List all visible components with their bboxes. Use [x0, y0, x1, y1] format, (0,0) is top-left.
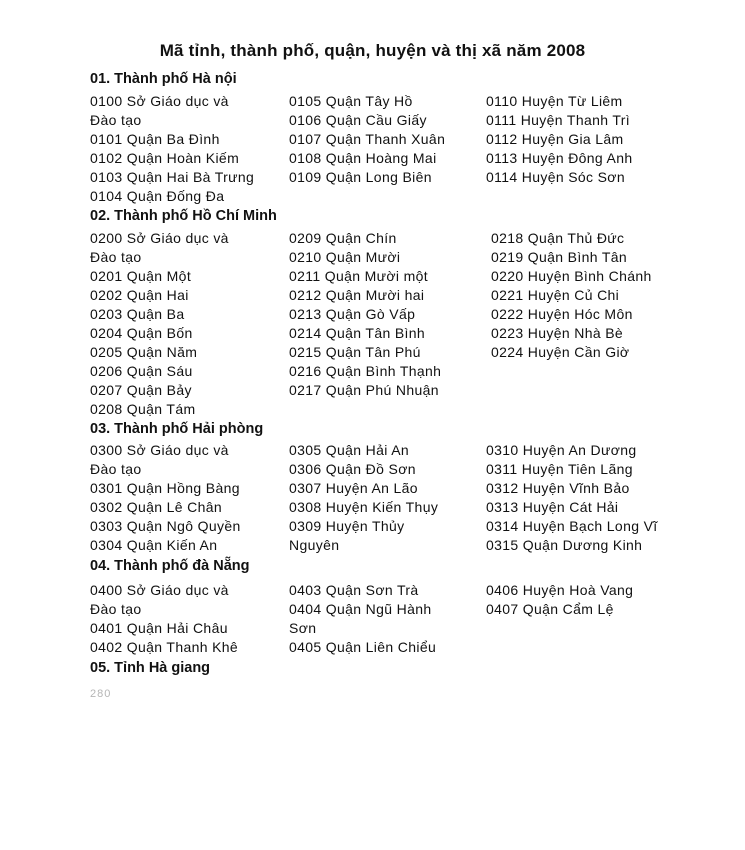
list-item: 0103 Quận Hai Bà Trưng — [90, 169, 255, 185]
section-heading-hcm: 02. Thành phố Hồ Chí Minh — [90, 208, 277, 224]
list-item: 0209 Quận Chín — [289, 230, 397, 246]
list-item: 0314 Huyện Bạch Long Vĩ — [486, 518, 658, 534]
list-item: 0104 Quận Đống Đa — [90, 188, 225, 204]
list-item: 0224 Huyện Cần Giờ — [491, 344, 630, 360]
list-item: Đào tạo — [90, 112, 142, 128]
list-item: 0200 Sở Giáo dục và — [90, 230, 229, 246]
list-item: 0310 Huyện An Dương — [486, 442, 637, 458]
list-item: 0301 Quận Hồng Bàng — [90, 480, 240, 496]
list-item: Sơn — [289, 620, 317, 636]
list-item: Đào tạo — [90, 461, 142, 477]
list-item: 0101 Quận Ba Đình — [90, 131, 220, 147]
list-item: 0222 Huyện Hóc Môn — [491, 306, 633, 322]
list-item: 0100 Sở Giáo dục và — [90, 93, 229, 109]
list-item: 0216 Quận Bình Thạnh — [289, 363, 442, 379]
list-item: 0403 Quận Sơn Trà — [289, 582, 419, 598]
list-item: 0300 Sở Giáo dục và — [90, 442, 229, 458]
list-item: 0302 Quận Lê Chân — [90, 499, 223, 515]
section-haiphong-column-3 — [486, 441, 658, 555]
list-item: 0215 Quận Tân Phú — [289, 344, 421, 360]
list-item: 0218 Quận Thủ Đức — [491, 230, 625, 246]
list-item: 0203 Quận Ba — [90, 306, 185, 322]
list-item: 0204 Quận Bốn — [90, 325, 193, 341]
list-item: 0113 Huyện Đông Anh — [486, 150, 633, 166]
list-item: 0223 Huyện Nhà Bè — [491, 325, 624, 341]
list-item: 0212 Quận Mười hai — [289, 287, 425, 303]
list-item: 0304 Quận Kiến An — [90, 537, 218, 553]
section-haiphong-column-1 — [90, 441, 241, 555]
list-item: Nguyên — [289, 537, 340, 553]
section-danang-column-1 — [90, 581, 238, 657]
list-item: 0309 Huyện Thủy — [289, 518, 405, 534]
list-item: Đào tạo — [90, 249, 142, 265]
list-item: 0114 Huyện Sóc Sơn — [486, 169, 625, 185]
list-item: 0217 Quận Phú Nhuận — [289, 382, 439, 398]
list-item: 0306 Quận Đồ Sơn — [289, 461, 416, 477]
section-haiphong-column-2 — [289, 441, 438, 555]
list-item: 0109 Quận Long Biên — [289, 169, 432, 185]
list-item: 0213 Quận Gò Vấp — [289, 306, 416, 322]
list-item: Đào tạo — [90, 601, 142, 617]
list-item: 0207 Quận Bảy — [90, 382, 192, 398]
list-item: 0221 Huyện Củ Chi — [491, 287, 620, 303]
list-item: 0312 Huyện Vĩnh Bảo — [486, 480, 630, 496]
list-item: 0402 Quận Thanh Khê — [90, 639, 239, 655]
list-item: 0205 Quận Năm — [90, 344, 198, 360]
list-item: 0111 Huyện Thanh Trì — [486, 112, 630, 128]
section-hanoi-column-1 — [90, 92, 254, 206]
list-item: 0308 Huyện Kiến Thụy — [289, 499, 439, 515]
section-danang-column-2 — [289, 581, 436, 657]
section-danang-column-3 — [486, 581, 633, 619]
section-hanoi-column-3 — [486, 92, 633, 187]
section-hcm-column-3 — [491, 229, 652, 362]
section-hcm-column-1 — [90, 229, 229, 419]
list-item: 0305 Quận Hải An — [289, 442, 410, 458]
list-item: 0220 Huyện Bình Chánh — [491, 268, 652, 284]
list-item: 0210 Quận Mười — [289, 249, 401, 265]
list-item: 0208 Quận Tám — [90, 401, 196, 417]
list-item: 0201 Quận Một — [90, 268, 192, 284]
list-item: 0108 Quận Hoàng Mai — [289, 150, 437, 166]
section-heading-hagiang: 05. Tỉnh Hà giang — [90, 660, 211, 676]
list-item: 0105 Quận Tây Hồ — [289, 93, 413, 109]
list-item: 0214 Quận Tân Bình — [289, 325, 426, 341]
section-hcm-column-2 — [289, 229, 441, 400]
list-item: 0112 Huyện Gia Lâm — [486, 131, 624, 147]
list-item: 0211 Quận Mười một — [289, 268, 428, 284]
section-heading-haiphong: 03. Thành phố Hải phòng — [90, 421, 264, 437]
list-item: 0106 Quận Cầu Giấy — [289, 112, 427, 128]
list-item: 0315 Quận Dương Kinh — [486, 537, 643, 553]
section-heading-danang: 04. Thành phố đà Nẵng — [90, 558, 250, 574]
list-item: 0202 Quận Hai — [90, 287, 189, 303]
list-item: 0110 Huyện Từ Liêm — [486, 93, 623, 109]
list-item: 0405 Quận Liên Chiểu — [289, 639, 437, 655]
document-title: Mã tỉnh, thành phố, quận, huyện và thị xã năm 2008 — [159, 41, 586, 60]
list-item: 0311 Huyện Tiên Lãng — [486, 461, 633, 477]
list-item: 0107 Quận Thanh Xuân — [289, 131, 446, 147]
list-item: 0206 Quận Sáu — [90, 363, 193, 379]
list-item: 0400 Sở Giáo dục và — [90, 582, 229, 598]
page-number: 280 — [90, 688, 112, 700]
section-hanoi-column-2 — [289, 92, 445, 187]
list-item: 0313 Huyện Cát Hải — [486, 499, 619, 515]
section-heading-hanoi: 01. Thành phố Hà nội — [90, 71, 237, 87]
list-item: 0303 Quận Ngô Quyền — [90, 518, 241, 534]
list-item: 0407 Quận Cẩm Lệ — [486, 601, 614, 617]
list-item: 0404 Quận Ngũ Hành — [289, 601, 432, 617]
list-item: 0401 Quận Hải Châu — [90, 620, 228, 636]
list-item: 0307 Huyện An Lão — [289, 480, 418, 496]
list-item: 0406 Huyện Hoà Vang — [486, 582, 634, 598]
list-item: 0102 Quận Hoàn Kiếm — [90, 150, 240, 166]
list-item: 0219 Quận Bình Tân — [491, 249, 628, 265]
